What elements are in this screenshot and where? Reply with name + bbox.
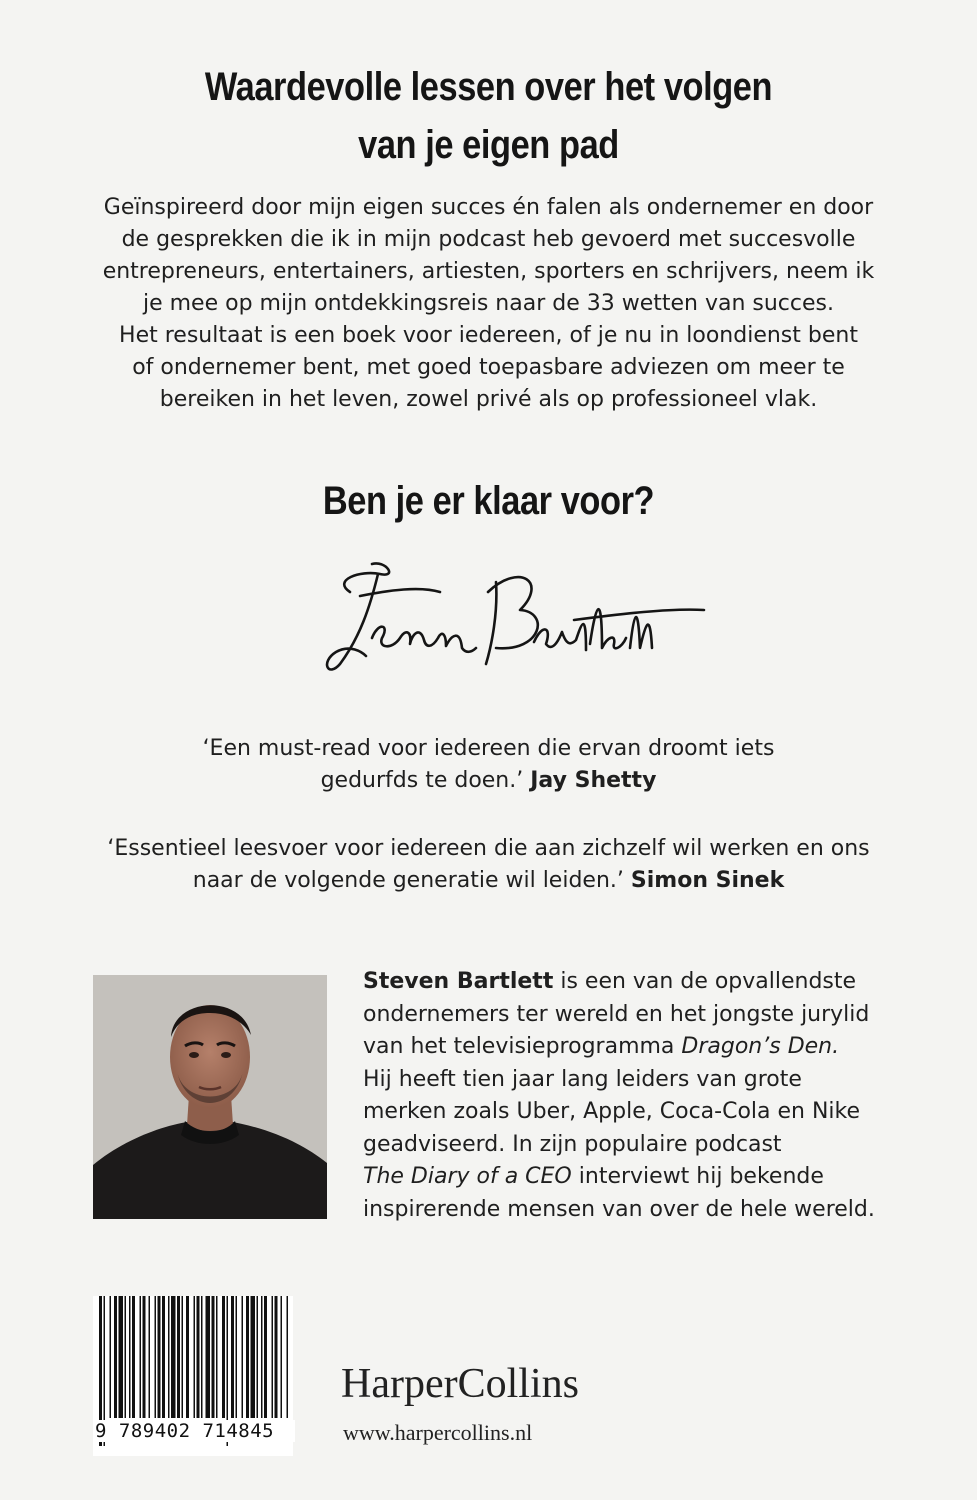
barcode-bar: [264, 1296, 267, 1418]
bio-text: interviewt hij bekende: [571, 1164, 824, 1189]
bio-text: inspirerende mensen van over de hele wereld.: [363, 1196, 875, 1222]
barcode-bar: [231, 1296, 234, 1418]
bio-text: Hij heeft tien jaar lang leiders van grote: [363, 1066, 802, 1092]
barcode-bar: [132, 1296, 135, 1418]
barcode-bar: [281, 1296, 283, 1418]
bio-text: van het televisieprogramma: [363, 1034, 682, 1059]
quote-text: gedurfds te doen.’: [320, 768, 524, 793]
barcode-bar: [186, 1296, 189, 1418]
barcode-bar: [162, 1296, 165, 1418]
signature: [320, 552, 720, 682]
barcode-bar: [177, 1296, 180, 1418]
barcode-bar: [114, 1296, 117, 1418]
barcode-bar: [119, 1296, 124, 1418]
barcode-bar: [272, 1296, 274, 1418]
barcode-bar: [236, 1296, 238, 1418]
podcast-title: The Diary of a CEO: [363, 1164, 572, 1189]
intro-line: entrepreneurs, entertainers, artiesten, sporters en schrijvers, neem ik: [102, 259, 875, 284]
subheading: Ben je er klaar voor?: [322, 479, 655, 523]
barcode-bar: [257, 1296, 259, 1418]
barcode-bar: [129, 1296, 131, 1418]
barcode-bar: [197, 1296, 200, 1418]
barcode-bar: [140, 1296, 142, 1418]
barcode-bar: [242, 1296, 244, 1418]
quote-author: Jay Shetty: [530, 768, 657, 793]
main-heading-line-1: Waardevolle lessen over het volgen: [204, 65, 773, 109]
intro-line: de gesprekken die ik in mijn podcast heb gevoerd met succesvolle: [121, 227, 856, 252]
barcode-bar: [206, 1296, 211, 1418]
author-name: Steven Bartlett: [363, 969, 554, 994]
barcode-bar: [216, 1296, 218, 1418]
barcode-bar: [168, 1296, 170, 1418]
barcode-bar: [275, 1296, 278, 1418]
intro-line: je mee op mijn ontdekkingsreis naar de 33 wetten van succes.: [142, 291, 834, 316]
barcode-bar: [171, 1296, 176, 1418]
publisher-logo: HarperCollins: [341, 1361, 579, 1407]
author-bio: [363, 966, 923, 1226]
tv-show-title: Dragon’s Den.: [681, 1034, 840, 1059]
barcode-bar: [222, 1296, 225, 1418]
barcode-bar: [125, 1296, 127, 1418]
quote-simon-sinek: [60, 833, 917, 897]
barcode-bar: [261, 1296, 263, 1418]
barcode-bar: [201, 1296, 203, 1418]
quote-text: ‘Een must-read voor iedereen die ervan droomt iets: [202, 736, 775, 761]
barcode-bar: [155, 1296, 157, 1418]
bio-text: ondernemers ter wereld en het jongste jurylid: [363, 1001, 870, 1027]
intro-line: of ondernemer bent, met goed toepasbare adviezen om meer te: [132, 355, 845, 380]
quote-author: Simon Sinek: [630, 868, 785, 893]
barcode-digits: 9 789402 714845: [93, 1420, 295, 1442]
intro-paragraph: [60, 192, 917, 416]
barcode-bar: [194, 1296, 196, 1418]
bio-text: merken zoals Uber, Apple, Coca-Cola en Nike: [363, 1099, 861, 1124]
publisher-url: www.harpercollins.nl: [343, 1420, 533, 1445]
barcode-bar: [182, 1296, 184, 1418]
barcode-bar: [246, 1296, 249, 1418]
barcode-bar: [143, 1296, 146, 1418]
author-photo: [93, 975, 327, 1219]
barcode-bar: [212, 1296, 215, 1418]
quote-text: ‘Essentieel leesvoer voor iedereen die aan zichzelf wil werken en ons: [107, 836, 870, 861]
bio-text: geadviseerd. In zijn populaire podcast: [363, 1131, 782, 1157]
bio-text: is een van de opvallendste: [553, 969, 857, 994]
barcode-bar: [149, 1296, 151, 1418]
barcode-bar: [110, 1296, 112, 1418]
barcode-bar: [158, 1296, 161, 1418]
quote-jay-shetty: [60, 733, 917, 797]
main-heading-line-2: van je eigen pad: [358, 123, 619, 167]
intro-line: Het resultaat is een boek voor iedereen, of je nu in loondienst bent: [119, 323, 858, 348]
intro-line: bereiken in het leven, zowel privé als op professioneel vlak.: [159, 387, 818, 412]
main-heading: [68, 58, 908, 174]
barcode-bar: [287, 1296, 289, 1418]
quote-text: naar de volgende generatie wil leiden.’: [192, 868, 624, 893]
barcode-bar: [251, 1296, 256, 1418]
intro-line: Geïnspireerd door mijn eigen succes én falen als ondernemer en door: [103, 195, 874, 220]
